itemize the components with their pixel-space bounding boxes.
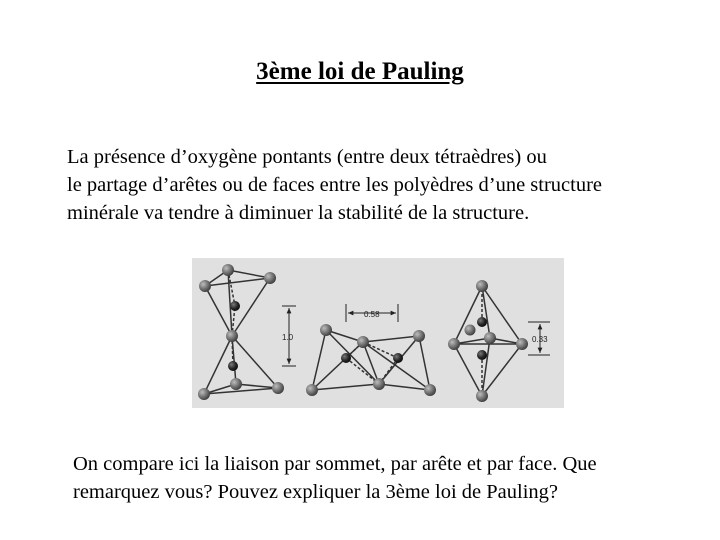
corner-distance-label: 1.0 bbox=[282, 333, 294, 342]
question-paragraph bbox=[73, 450, 713, 506]
edge-sharing-tetrahedra bbox=[312, 330, 430, 390]
face-distance-label: 0.33 bbox=[532, 335, 548, 344]
slide-title-text: 3ème loi de Pauling bbox=[256, 58, 464, 85]
polyhedra-illustration bbox=[192, 258, 564, 408]
question-line: On compare ici la liaison par sommet, par arête et par face. Que bbox=[73, 453, 597, 475]
polyhedra-linkage-figure bbox=[192, 258, 564, 408]
intro-line: le partage d’arêtes ou de faces entre les polyèdres d’une structure bbox=[67, 174, 603, 196]
intro-line: La présence d’oxygène pontants (entre deux tétraèdres) ou bbox=[67, 146, 547, 168]
edge-distance-label: 0.58 bbox=[364, 310, 380, 319]
corner-sharing-tetrahedra bbox=[204, 270, 278, 394]
slide-title bbox=[0, 58, 720, 86]
question-line: remarquez vous? Pouvez expliquer la 3ème loi de Pauling? bbox=[73, 481, 559, 503]
intro-paragraph bbox=[67, 143, 707, 227]
intro-line: minérale va tendre à diminuer la stabilité de la structure. bbox=[67, 202, 530, 224]
oxygen-atoms-face bbox=[448, 280, 528, 402]
